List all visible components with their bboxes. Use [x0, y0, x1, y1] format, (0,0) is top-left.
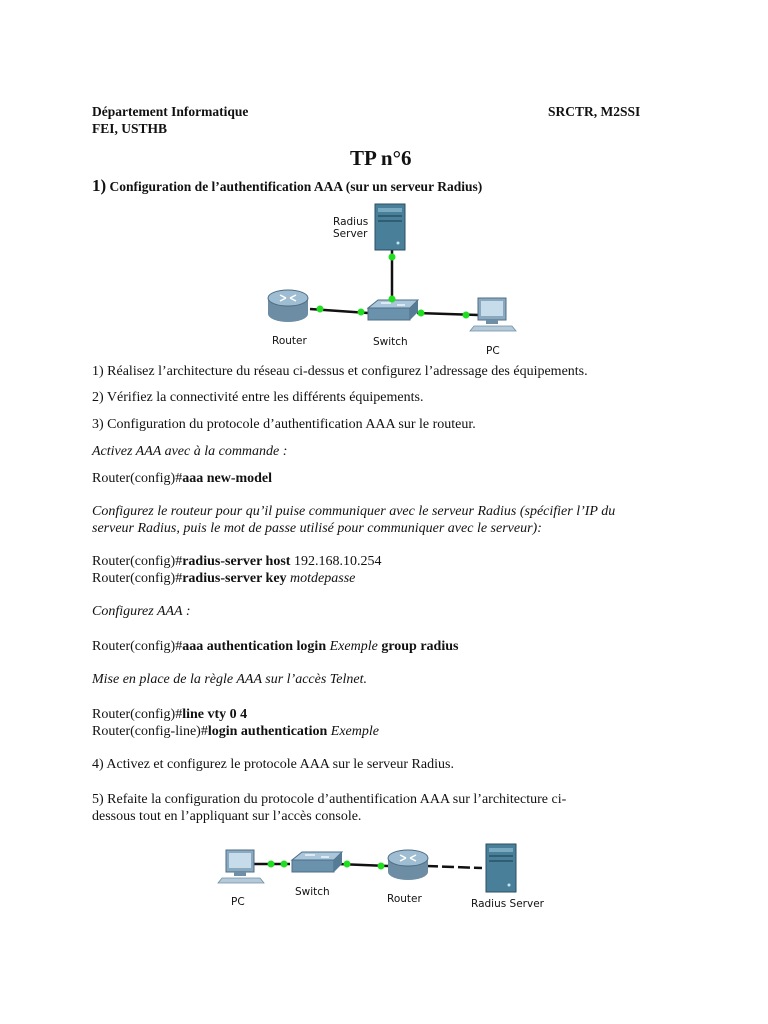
cmd-prompt: Router(config-line)# [92, 724, 208, 739]
cmd-prompt: Router(config)# [92, 639, 183, 654]
cmd-prompt: Router(config)# [92, 707, 183, 722]
department-label: Département Informatique [92, 104, 249, 119]
command-line-1 [92, 470, 272, 487]
instruction-configure-1: Configurez le routeur pour qu’il puise communiquer avec le serveur Radius (spécifier l’IP du [92, 504, 616, 519]
instruction-configure-2: serveur Radius, puis le mot de passe utilisé pour communiquer avec le serveur): [92, 521, 542, 536]
cmd-keyword: aaa new-model [182, 471, 273, 486]
instruction-activate: Activez AAA avec à la commande : [92, 444, 288, 459]
instruction-telnet: Mise en place de la règle AAA sur l’accès Telnet. [92, 672, 368, 687]
section-heading [92, 177, 482, 196]
step-4: 4) Activez et configurez le protocole AAA sur le serveur Radius. [92, 757, 454, 772]
network-diagram-1 [260, 198, 530, 358]
page-title: TP n°6 [350, 146, 412, 170]
command-line-5 [92, 706, 247, 723]
instruction-configure-aaa: Configurez AAA : [92, 604, 191, 619]
cmd-keyword: line vty 0 4 [182, 707, 248, 722]
cmd-argument: Exemple [326, 639, 382, 654]
command-line-4 [92, 638, 458, 655]
cmd-keyword-tail: group radius [381, 639, 459, 654]
radius-server-icon [486, 844, 516, 892]
router-icon [388, 850, 428, 880]
cmd-keyword: radius-server host [182, 554, 291, 569]
link-router-server [426, 866, 482, 868]
cmd-argument: Exemple [327, 724, 379, 739]
cmd-argument: 192.168.10.254 [290, 554, 382, 569]
section-title: Configuration de l’authentification AAA (sur un serveur Radius) [106, 179, 483, 194]
pc-icon [218, 850, 264, 883]
step-5-line-2: dessous tout en l’appliquant sur l’accès console. [92, 809, 362, 824]
step-1: 1) Réalisez l’architecture du réseau ci-dessus et configurez l’adressage des équipements. [92, 364, 588, 379]
radius-server-icon [375, 204, 405, 250]
step-5-line-1: 5) Refaite la configuration du protocole d’authentification AAA sur l’architecture ci- [92, 792, 567, 807]
router-icon [268, 290, 308, 322]
command-line-6 [92, 723, 379, 740]
cmd-prompt: Router(config)# [92, 554, 183, 569]
section-number: 1) [92, 176, 107, 195]
radius-server-label: Radius Server [471, 898, 544, 910]
switch-label: Switch [373, 336, 408, 348]
cmd-keyword: radius-server key [182, 571, 287, 586]
cmd-prompt: Router(config)# [92, 571, 183, 586]
faculty-label: FEI, USTHB [92, 121, 168, 136]
server-label: Server [333, 228, 368, 240]
cmd-keyword: login authentication [207, 724, 328, 739]
switch-label: Switch [295, 886, 330, 898]
switch-icon [368, 300, 418, 320]
router-label: Router [272, 335, 307, 347]
command-line-2 [92, 553, 381, 570]
command-line-3 [92, 570, 355, 587]
switch-icon [292, 852, 342, 872]
pc-label: PC [486, 345, 500, 357]
radius-label: Radius [333, 216, 369, 228]
cmd-prompt: Router(config)# [92, 471, 183, 486]
cmd-argument: motdepasse [286, 571, 356, 586]
router-label: Router [387, 893, 422, 905]
step-3: 3) Configuration du protocole d’authentification AAA sur le routeur. [92, 417, 476, 432]
course-label: SRCTR, M2SSI [548, 104, 641, 119]
step-2: 2) Vérifiez la connectivité entre les différents équipements. [92, 390, 424, 405]
cmd-keyword: aaa authentication login [182, 639, 327, 654]
pc-label: PC [231, 896, 245, 908]
